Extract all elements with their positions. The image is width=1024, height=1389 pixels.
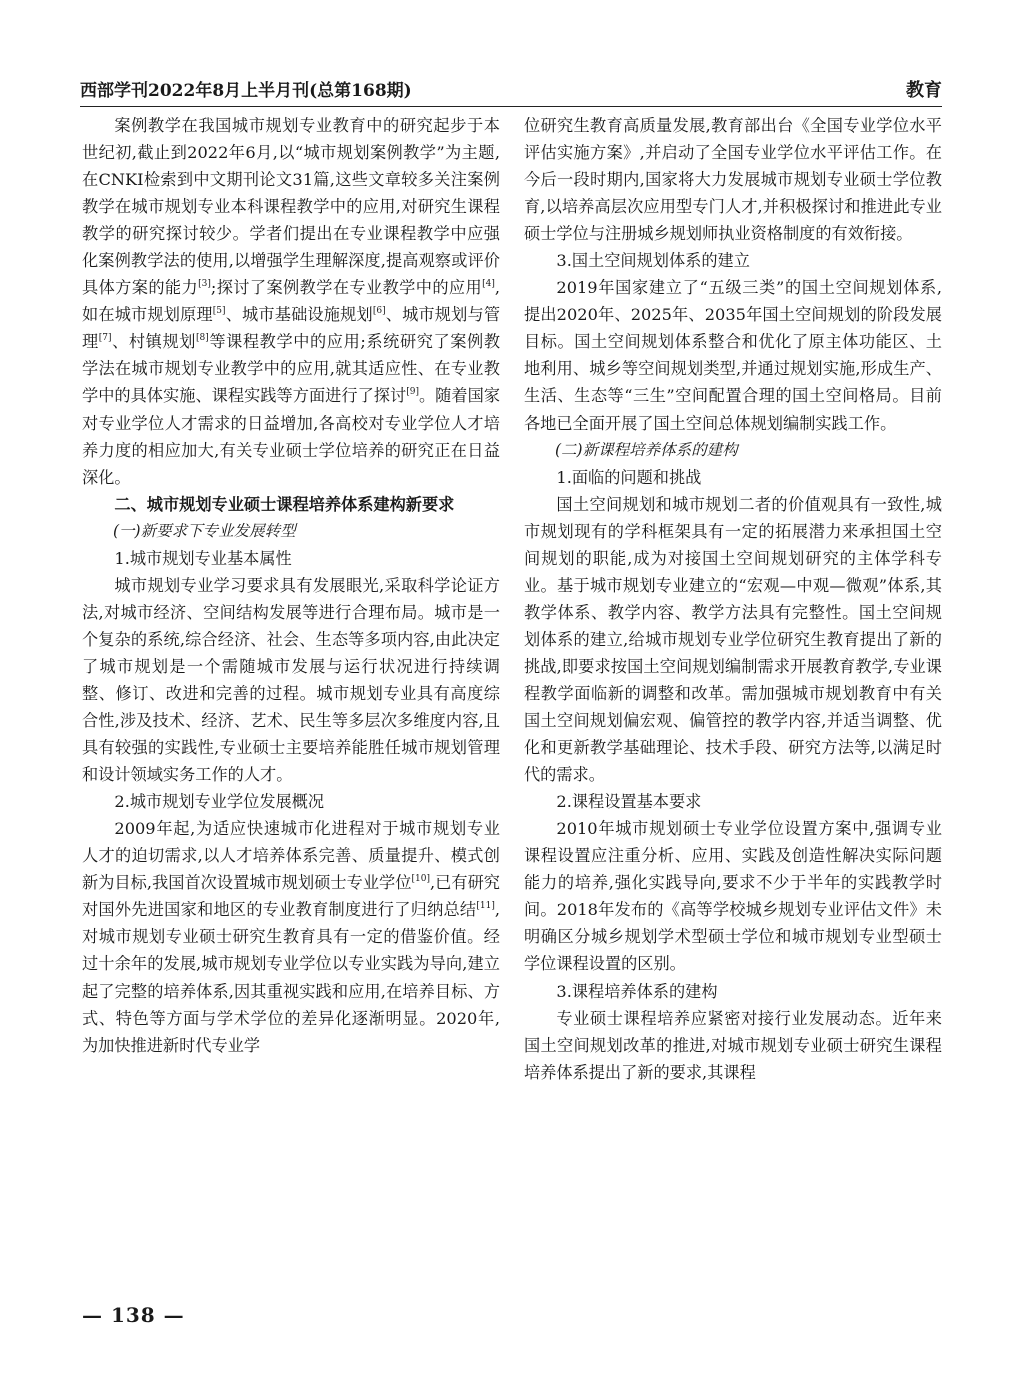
paragraph: 2019年国家建立了“五级三类”的国土空间规划体系,提出2020年、2025年、2035年国土空间规划的阶段发展目标。国土空间规划体系整合和优化了原主体功能区、土地利用、城乡等空间规划类型,并通过规划实施,形成生产、生活、生态等“三生”空间配置合理的国土空间格局。目前各地已全面开展了国土空间总体规划编制实践工作。 bbox=[524, 278, 942, 433]
paragraph: 2010年城市规划硕士专业学位设置方案中,强调专业课程设置应注重分析、应用、实践及创造性解决实际问题能力的培养,强化实践导向,要求不少于半年的实践教学时间。2018年发布的《高等学校城乡规划专业评估文件》未明确区分城乡规划学术型硕士学位和城市规划专业型硕士学位课程设置的区别。 bbox=[524, 819, 942, 974]
paragraph: 国土空间规划和城市规划二者的价值观具有一致性,城市规划现有的学科框架具有一定的拓展潜力来承担国土空间规划的职能,成为对接国土空间规划研究的主体学科专业。基于城市规划专业建立的“宏观—中观—微观”体系,其教学体系、教学内容、教学方法具有完整性。国土空间规划体系的建立,给城市规划专业学位研究生教育提出了新的挑战,即要求按国土空间规划编制需求开展教育教学,专业课程教学面临新的调整和改革。需加强城市规划教育中有关国土空间规划偏宏观、偏管控的教学内容,并适当调整、优化和更新教学基础理论、技术手段、研究方法等,以满足时代的需求。 bbox=[524, 494, 942, 785]
paragraph: 城市规划专业学习要求具有发展眼光,采取科学论证方法,对城市经济、空间结构发展等进行合理布局。城市是一个复杂的系统,综合经济、社会、生态等多项内容,由此决定了城市规划是一个需随城市发展与运行状况进行持续调整、修订、改进和完善的过程。城市规划专业具有高度综合性,涉及技术、经济、艺术、民生等多层次多维度内容,且具有较强的实践性,专业硕士主要培养能胜任城市规划管理和设计领域实务工作的人才。 bbox=[82, 575, 500, 785]
subsection-heading: (一)新要求下专业发展转型 bbox=[113, 521, 296, 540]
subsection-heading: (二)新课程培养体系的建构 bbox=[555, 440, 738, 459]
citation: [7] bbox=[98, 333, 112, 344]
right-column bbox=[524, 112, 942, 1086]
subheading: 3.课程培养体系的建构 bbox=[556, 981, 718, 1001]
subheading: 2.课程设置基本要求 bbox=[556, 792, 702, 812]
paragraph: 案例教学在我国城市规划专业教育中的研究起步于本世纪初,截止到2022年6月,以“城市规划案例教学”为主题,在CNKI检索到中文期刊论文31篇,这些文章较多关注案例教学在城市规划专业本科课程教学中的应用,对研究生课程教学的研究探讨较少。学者们提出在专业课程教学中应强化案例教学法的使用,以增强学生理解深度,提高观察或评价具体方案的能力[3];探讨了案例教学在专业教学中的应用[4],如在城市规划原理[5]、城市基础设施规划[6]、城市规划与管理[7]、村镇规划[8]等课程教学中的应用;系统研究了案例教学法在城市规划专业教学中的应用,就其适应性、在专业教学中的具体实施、课程实践等方面进行了探讨[9]。随着国家对专业学位人才需求的日益增加,各高校对专业学位人才培养力度的相应加大,有关专业硕士学位培养的研究正在日益深化。 bbox=[82, 116, 501, 487]
subheading: 1.城市规划专业基本属性 bbox=[114, 548, 292, 568]
paragraph: 2009年起,为适应快速城市化进程对于城市规划专业人才的迫切需求,以人才培养体系完善、质量提升、模式创新为目标,我国首次设置城市规划硕士专业学位[10],已有研究对国外先进国家和地区的专业教育制度进行了归纳总结[11],对城市规划专业硕士研究生教育具有一定的借鉴价值。经过十余年的发展,城市规划专业学位以专业实践为导向,建立起了完整的培养体系,因其重视实践和应用,在培养目标、方式、特色等方面与学术学位的差异化逐渐明显。2020年,为加快推进新时代专业学 bbox=[82, 819, 500, 1055]
journal-title: 西部学刊2022年8月上半月刊(总第168期) bbox=[80, 81, 412, 101]
page-number: — 138 — bbox=[82, 1303, 185, 1327]
citation: [3] bbox=[198, 279, 211, 290]
section-heading: 二、城市规划专业硕士课程培养体系建构新要求 bbox=[114, 494, 455, 514]
citation: [5] bbox=[212, 306, 226, 317]
subheading: 2.城市规划专业学位发展概况 bbox=[114, 792, 325, 812]
subheading: 1.面临的问题和挑战 bbox=[556, 467, 702, 487]
paragraph: 位研究生教育高质量发展,教育部出台《全国专业学位水平评估实施方案》,并启动了全国专业学位水平评估工作。在今后一段时期内,国家将大力发展城市规划专业硕士学位教育,以培养高层次应用型专门人才,并积极探讨和推进此专业硕士学位与注册城乡规划师执业资格制度的有效衔接。 bbox=[524, 116, 942, 244]
left-column bbox=[82, 112, 500, 1059]
citation: [6] bbox=[372, 306, 386, 317]
citation: [4] bbox=[482, 279, 495, 290]
section-tag: 教育 bbox=[906, 80, 942, 101]
citation: [8] bbox=[196, 333, 209, 344]
subheading: 3.国土空间规划体系的建立 bbox=[556, 251, 750, 271]
paragraph: 专业硕士课程培养应紧密对接行业发展动态。近年来国土空间规划改革的推进,对城市规划专业硕士研究生课程培养体系提出了新的要求,其课程 bbox=[524, 1008, 942, 1082]
page-header bbox=[80, 74, 942, 107]
citation: [10] bbox=[411, 874, 430, 885]
citation: [9] bbox=[406, 387, 419, 398]
citation: [11] bbox=[476, 901, 495, 912]
